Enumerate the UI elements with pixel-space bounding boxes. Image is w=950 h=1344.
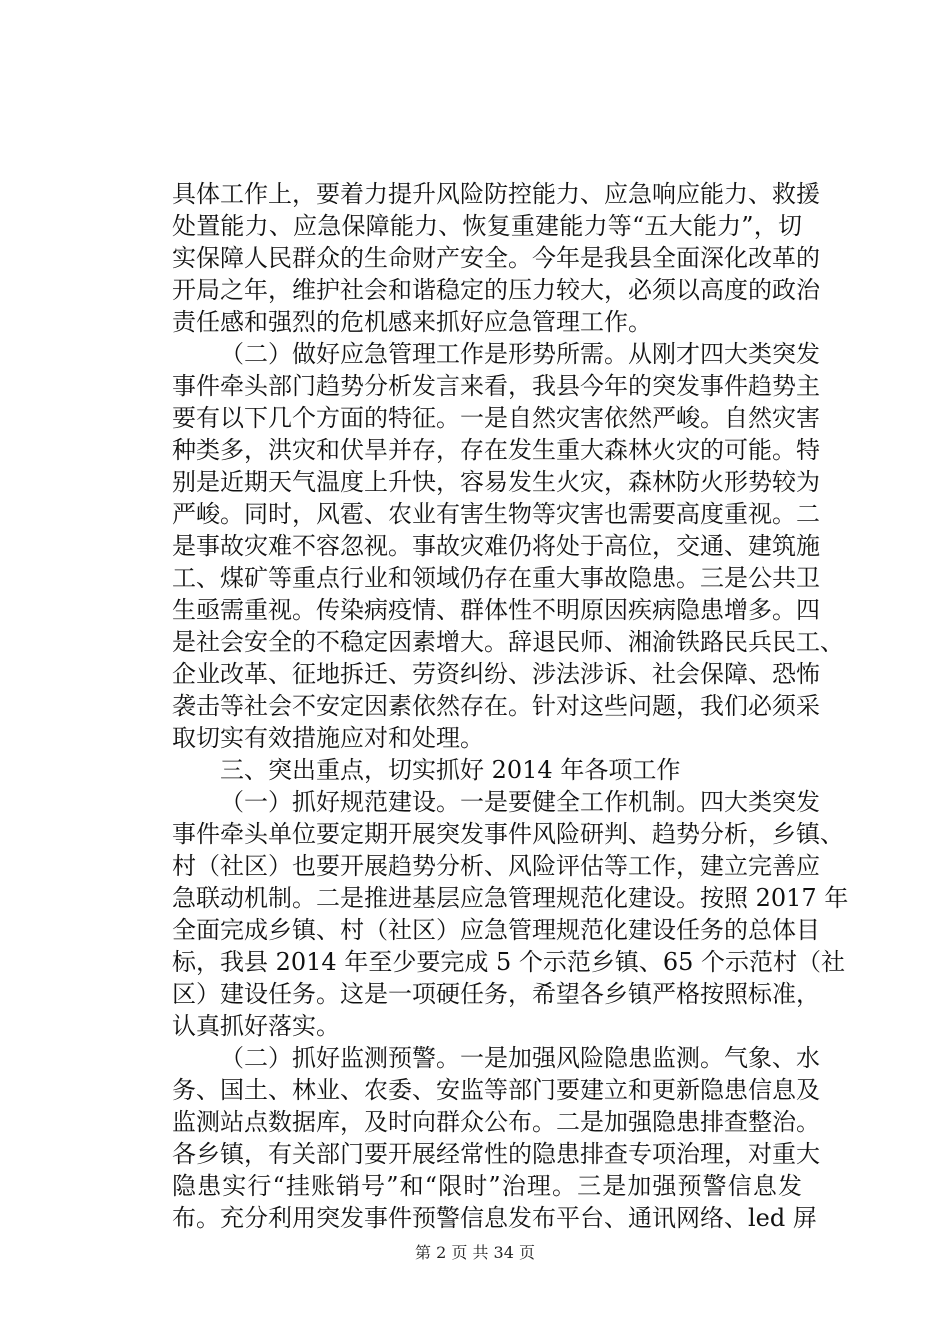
text-line: 生亟需重视。传染病疫情、群体性不明原因疾病隐患增多。四 xyxy=(172,596,820,624)
text-line: 工、煤矿等重点行业和领域仍存在重大事故隐患。三是公共卫 xyxy=(172,564,820,592)
text-line: 要有以下几个方面的特征。一是自然灾害依然严峻。自然灾害 xyxy=(172,404,820,432)
text-line: 全面完成乡镇、村（社区）应急管理规范化建设任务的总体目 xyxy=(172,916,820,944)
page-footer: 第 2 页 共 34 页 xyxy=(415,1243,535,1262)
text-line: 具体工作上，要着力提升风险防控能力、应急响应能力、救援 xyxy=(172,180,820,208)
text-line: 标，我县 2014 年至少要完成 5 个示范乡镇、65 个示范村（社 xyxy=(172,948,846,976)
text-line: （二）抓好监测预警。一是加强风险隐患监测。气象、水 xyxy=(220,1044,820,1072)
text-line: 急联动机制。二是推进基层应急管理规范化建设。按照 2017 年 xyxy=(172,884,849,912)
text-line: 严峻。同时，风雹、农业有害生物等灾害也需要高度重视。二 xyxy=(172,500,820,528)
text-line: 处置能力、应急保障能力、恢复重建能力等“五大能力”，切 xyxy=(172,212,802,240)
text-line: 责任感和强烈的危机感来抓好应急管理工作。 xyxy=(172,308,652,336)
text-line: 是社会安全的不稳定因素增大。辞退民师、湘渝铁路民兵民工、 xyxy=(172,628,844,656)
text-line: 事件牵头单位要定期开展突发事件风险研判、趋势分析，乡镇、 xyxy=(172,820,844,848)
text-line: 开局之年，维护社会和谐稳定的压力较大，必须以高度的政治 xyxy=(172,276,820,304)
text-line: 袭击等社会不安定因素依然存在。针对这些问题，我们必须采 xyxy=(172,692,820,720)
text-line: 各乡镇，有关部门要开展经常性的隐患排查专项治理，对重大 xyxy=(172,1140,820,1168)
text-line: 事件牵头部门趋势分析发言来看，我县今年的突发事件趋势主 xyxy=(172,372,820,400)
text-line: 监测站点数据库，及时向群众公布。二是加强隐患排查整治。 xyxy=(172,1108,820,1136)
text-line: 实保障人民群众的生命财产安全。今年是我县全面深化改革的 xyxy=(172,244,820,272)
text-line: 是事故灾难不容忽视。事故灾难仍将处于高位，交通、建筑施 xyxy=(172,532,820,560)
text-line: 企业改革、征地拆迁、劳资纠纷、涉法涉诉、社会保障、恐怖 xyxy=(172,660,820,688)
text-line: （一）抓好规范建设。一是要健全工作机制。四大类突发 xyxy=(220,788,820,816)
text-line: 村（社区）也要开展趋势分析、风险评估等工作，建立完善应 xyxy=(172,852,820,880)
text-line: 认真抓好落实。 xyxy=(172,1012,340,1040)
text-line: 别是近期天气温度上升快，容易发生火灾，森林防火形势较为 xyxy=(172,468,820,496)
text-line: 务、国土、林业、农委、安监等部门要建立和更新隐患信息及 xyxy=(172,1076,820,1104)
text-line: 隐患实行“挂账销号”和“限时”治理。三是加强预警信息发 xyxy=(172,1172,802,1200)
text-line: （二）做好应急管理工作是形势所需。从刚才四大类突发 xyxy=(220,340,820,368)
text-line: 布。充分利用突发事件预警信息发布平台、通讯网络、led 屏 xyxy=(172,1204,817,1232)
text-line: 区）建设任务。这是一项硬任务，希望各乡镇严格按照标准， xyxy=(172,980,820,1008)
body-text xyxy=(172,178,849,1234)
text-line: 三、突出重点，切实抓好 2014 年各项工作 xyxy=(220,756,681,784)
text-line: 取切实有效措施应对和处理。 xyxy=(172,724,484,752)
text-line: 种类多，洪灾和伏旱并存，存在发生重大森林火灾的可能。特 xyxy=(172,436,820,464)
